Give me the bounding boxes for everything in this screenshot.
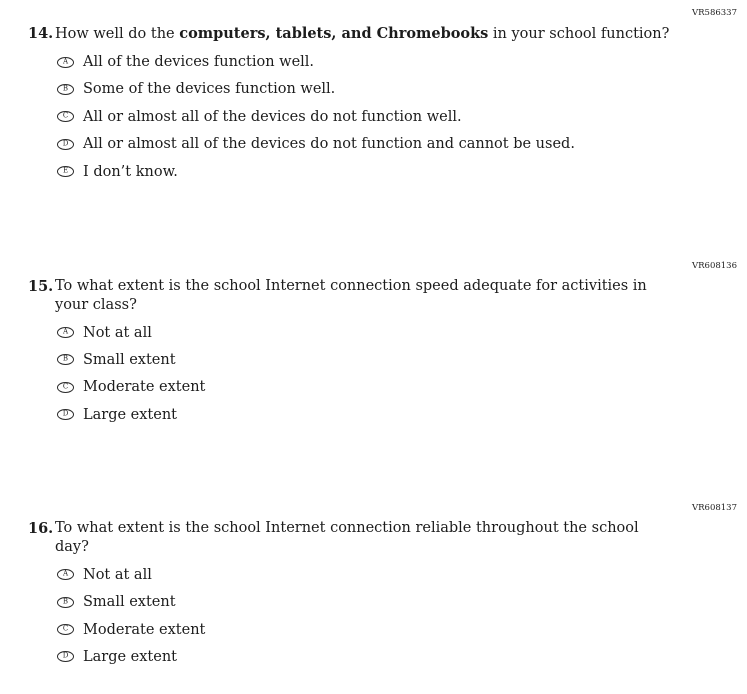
prompt-line-1: To what extent is the school Internet connection reliable throughout the school [55, 519, 639, 536]
question-line [0, 277, 747, 315]
question-block-16 [0, 503, 747, 666]
prompt-line-2: your class? [55, 296, 137, 313]
answer-bubble[interactable] [57, 597, 74, 608]
answer-options [0, 53, 747, 181]
answer-bubble[interactable] [57, 382, 74, 393]
question-block-14 [0, 8, 747, 181]
answer-label: Large extent [83, 648, 178, 665]
bubble-letter: B [62, 84, 69, 93]
bubble-letter: E [62, 166, 69, 175]
answer-bubble[interactable] [57, 327, 74, 338]
question-number: 16. [28, 519, 54, 537]
answer-option [57, 621, 747, 639]
prompt-pre: How well do the [55, 26, 180, 42]
answer-option [57, 163, 747, 181]
bubble-letter: A [62, 569, 69, 578]
bubble-letter: B [62, 597, 69, 606]
answer-bubble[interactable] [57, 57, 74, 68]
prompt-line-1: To what extent is the school Internet connection speed adequate for activities in [55, 277, 647, 294]
answer-label: Large extent [83, 406, 178, 423]
answer-bubble[interactable] [57, 624, 74, 635]
answer-label: I don’t know. [83, 163, 178, 180]
answer-option [57, 80, 747, 98]
answer-option [57, 593, 747, 611]
prompt-bold: computers, tablets, and Chromebooks [179, 25, 489, 42]
question-prompt [55, 519, 639, 557]
question-line [0, 519, 747, 557]
answer-label: Moderate extent [83, 379, 206, 396]
answer-label: Small extent [83, 594, 176, 611]
answer-bubble[interactable] [57, 166, 74, 177]
question-prompt [55, 277, 647, 315]
item-code: VR586337 [692, 8, 737, 18]
answer-bubble[interactable] [57, 569, 74, 580]
question-block-15 [0, 261, 747, 424]
answer-option [57, 324, 747, 342]
bubble-letter: B [62, 354, 69, 363]
answer-option [57, 378, 747, 396]
prompt-line-2: day? [55, 538, 89, 555]
answer-option [57, 351, 747, 369]
answer-option [57, 53, 747, 71]
answer-bubble[interactable] [57, 354, 74, 365]
answer-option [57, 648, 747, 666]
bubble-letter: D [62, 139, 69, 148]
answer-label: Small extent [83, 351, 176, 368]
bubble-letter: C [62, 624, 69, 633]
question-line [0, 24, 747, 44]
answer-label: Not at all [83, 324, 152, 341]
bubble-letter: A [62, 327, 69, 336]
answer-option [57, 108, 747, 126]
item-code: VR608136 [692, 260, 737, 271]
answer-option [57, 566, 747, 584]
answer-bubble[interactable] [57, 111, 74, 122]
bubble-letter: D [62, 651, 69, 660]
question-number: 14. [28, 25, 54, 42]
item-code: VR608137 [692, 502, 737, 513]
question-prompt [55, 24, 669, 44]
answer-label: All or almost all of the devices do not function well. [83, 108, 462, 125]
answer-label: Not at all [83, 566, 152, 583]
answer-label: All of the devices function well. [83, 54, 315, 70]
answer-option [57, 406, 747, 424]
bubble-letter: A [62, 57, 69, 65]
bubble-letter: C [62, 382, 69, 391]
bubble-letter: D [62, 409, 69, 418]
answer-label: Some of the devices function well. [83, 81, 336, 98]
prompt-text [55, 24, 669, 44]
answer-label: All or almost all of the devices do not function and cannot be used. [83, 136, 575, 153]
answer-options [0, 324, 747, 424]
answer-options [0, 566, 747, 666]
answer-label: Moderate extent [83, 621, 206, 638]
prompt-post: in your school function? [488, 26, 670, 42]
answer-option [57, 135, 747, 153]
question-number: 15. [28, 277, 54, 295]
bubble-letter: C [62, 111, 69, 120]
answer-bubble[interactable] [57, 651, 74, 662]
answer-bubble[interactable] [57, 409, 74, 420]
answer-bubble[interactable] [57, 139, 74, 150]
answer-bubble[interactable] [57, 84, 74, 95]
